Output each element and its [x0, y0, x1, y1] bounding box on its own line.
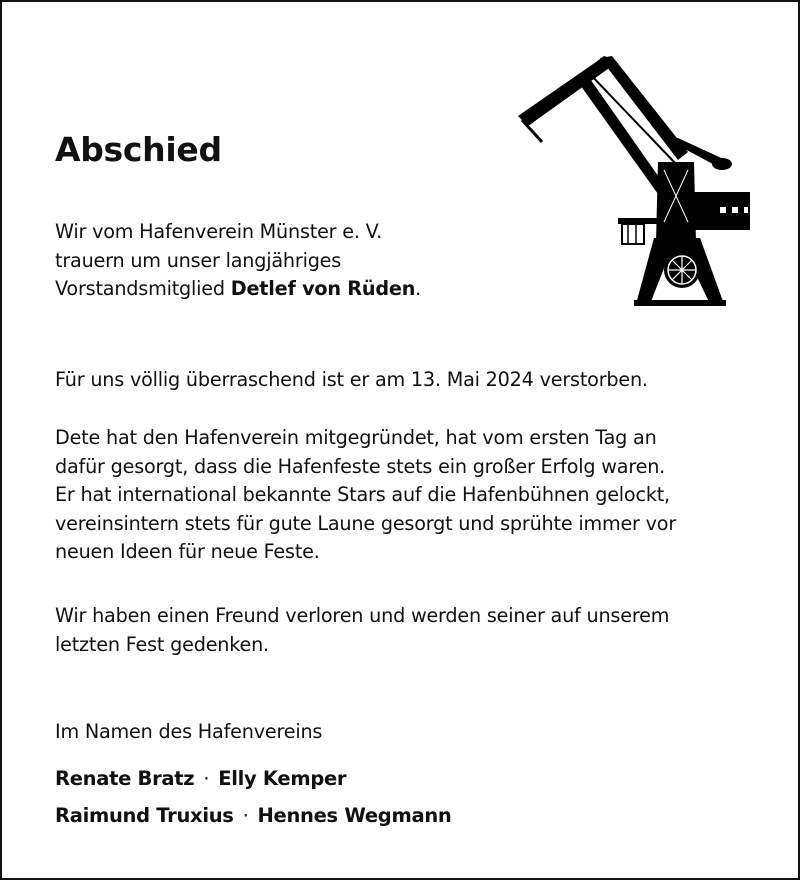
tribute-line: vereinsintern stets für gute Laune gesorgt und sprühte immer vor	[55, 511, 677, 535]
intro-line-suffix: .	[415, 277, 422, 300]
closing-line: Wir haben einen Freund verloren und werden seiner auf unserem	[55, 604, 670, 627]
signatories	[55, 760, 452, 834]
intro-line	[55, 275, 421, 304]
tribute-paragraph	[55, 424, 676, 567]
intro-line: Wir vom Hafenverein Münster e. V.	[55, 220, 383, 243]
signatory-name: Renate Bratz	[55, 767, 195, 790]
harbor-crane-icon	[518, 52, 758, 307]
deceased-name: Detlef von Rüden	[230, 277, 416, 300]
intro-paragraph	[55, 218, 421, 304]
signatory-name: Elly Kemper	[218, 767, 347, 790]
tribute-line: neuen Ideen für neue Feste.	[55, 540, 320, 563]
closing-paragraph	[55, 602, 669, 659]
closing-line: letzten Fest gedenken.	[55, 632, 269, 656]
tribute-line: Dete hat den Hafenverein mitgegründet, hat vom ersten Tag an	[55, 426, 657, 449]
tribute-line: Er hat international bekannte Stars auf die Hafenbühnen gelockt,	[55, 483, 670, 506]
signatory-name: Raimund Truxius	[55, 804, 234, 827]
intro-line: trauern um unser langjähriges	[55, 248, 342, 272]
page-title: Abschied	[55, 130, 222, 169]
separator-dot: ·	[203, 767, 210, 790]
signature-intro: Im Namen des Hafenvereins	[55, 720, 323, 743]
death-sentence: Für uns völlig überraschend ist er am 13. Mai 2024 verstorben.	[55, 368, 648, 391]
signatory-name: Hennes Wegmann	[257, 804, 452, 827]
separator-dot: ·	[242, 804, 249, 827]
signatory-row	[55, 760, 452, 797]
intro-line-prefix: Vorstandsmitglied	[55, 277, 231, 300]
signatory-row	[55, 797, 452, 834]
tribute-line: dafür gesorgt, dass die Hafenfeste stets ein großer Erfolg waren.	[55, 454, 666, 478]
